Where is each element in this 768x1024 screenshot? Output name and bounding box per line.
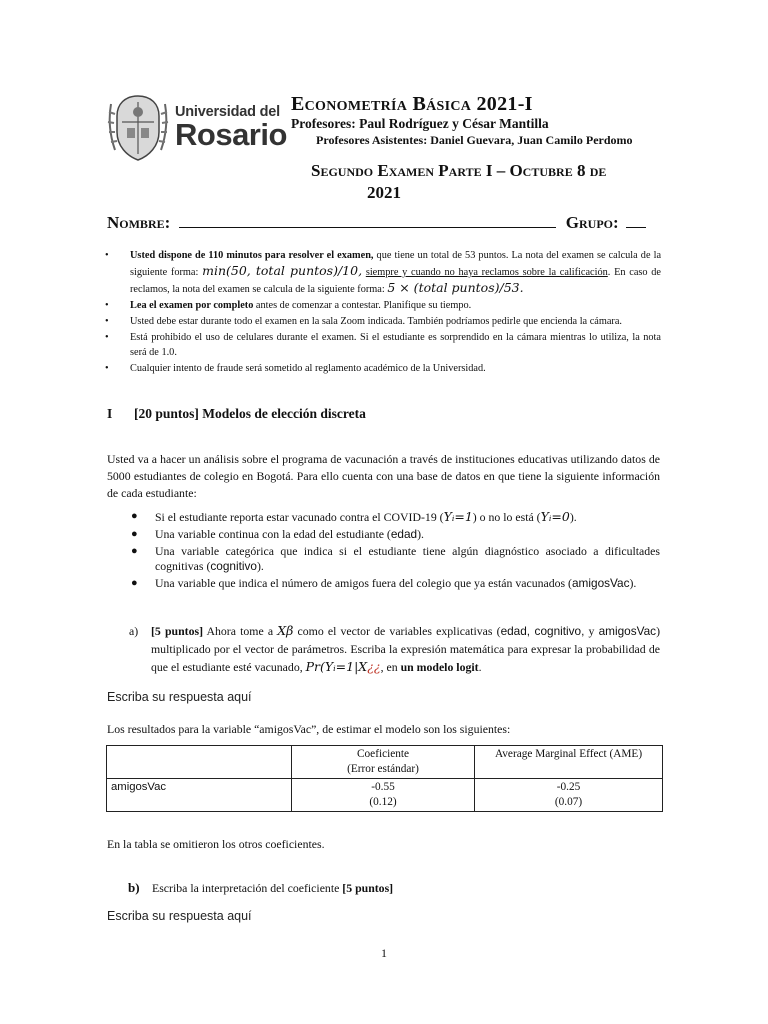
instruction-text: Está prohibido el uso de celulares durante el examen. Si el estudiante es sorprendido en la cámara mientras lo utiliza, la nota será de 1.0. <box>130 332 661 358</box>
variable-code: cognitivo <box>210 559 257 573</box>
instruction-item <box>105 314 661 329</box>
ame-value: -0.25 <box>556 781 581 793</box>
question-text: . <box>478 660 482 674</box>
coef-se-value: (0.12) <box>369 796 397 808</box>
question-b <box>128 880 393 896</box>
instruction-bold: Usted dispone de 110 minutos para resolver el examen, <box>130 250 374 261</box>
variable-text: Una variable continua con la edad del estudiante ( <box>155 527 391 541</box>
table-cell-ame <box>475 779 663 812</box>
bullet-icon: • <box>105 300 109 311</box>
question-b-text: Escriba la interpretación del coeficiente <box>152 881 343 895</box>
variable-item <box>131 509 660 525</box>
exam-title-line2: 2021 <box>367 183 401 202</box>
logo-wordmark <box>175 104 287 152</box>
question-bold: un modelo logit <box>400 660 479 674</box>
section-title: [20 puntos] Modelos de elección discreta <box>134 406 366 421</box>
coef-value: -0.55 <box>371 781 395 793</box>
bullet-icon: • <box>105 332 109 343</box>
table-header-coef-line1: Coeficiente <box>357 748 410 760</box>
group-label: Grupo: <box>565 213 619 232</box>
variable-text: ). <box>629 576 637 590</box>
variable-text: ). <box>569 510 577 524</box>
grade-formula-2: 5 × (total puntos)/53. <box>387 280 524 295</box>
name-group-row <box>107 213 667 233</box>
question-a-points: [5 puntos] <box>151 624 203 638</box>
question-code: edad, cognitivo, <box>500 624 585 638</box>
section-intro: Usted va a hacer un análisis sobre el programa de vacunación a través de instituciones educativas utilizando datos de 5000 estudiantes de colegio en Bogotá. Para ello cuenta con una base de datos en que tiene la siguiente información de cada estudiante: <box>107 452 660 500</box>
instruction-underlined: siempre y cuando no haya reclamos sobre la calificación <box>365 267 608 278</box>
table-header-row <box>107 746 663 779</box>
question-text: y <box>584 624 599 638</box>
question-text: Ahora tome a <box>203 624 278 638</box>
logo-main-text: Rosario <box>175 117 287 152</box>
variable-text: Si el estudiante reporta estar vacunado contra el COVID-19 ( <box>155 510 444 524</box>
question-math: Xβ <box>277 623 294 638</box>
variable-text: ). <box>417 527 424 541</box>
variable-item <box>131 527 660 542</box>
variables-list <box>131 509 660 593</box>
question-math-error: ¿¿ <box>367 659 381 674</box>
answer-placeholder-b[interactable]: Escriba su respuesta aquí <box>107 909 252 923</box>
name-blank-line[interactable] <box>179 213 556 228</box>
university-logo <box>105 92 287 162</box>
table-header-ame: Average Marginal Effect (AME) <box>475 746 663 779</box>
results-table <box>106 745 663 812</box>
variable-text: Una variable que indica el número de amigos fuera del colegio que ya están vacunados ( <box>155 576 572 590</box>
ame-se-value: (0.07) <box>554 796 583 808</box>
exam-title-line1: Segundo Examen Parte I – Octubre 8 de <box>311 161 607 180</box>
question-text: como el vector de variables explicativas ( <box>293 624 501 638</box>
variable-text: ). <box>256 559 264 573</box>
instruction-item <box>105 361 661 376</box>
grade-formula: min(50, total puntos)/10, <box>202 263 363 278</box>
instruction-text: que tiene un total de 53 puntos. La nota del examen se calcula de la siguiente forma: <box>130 250 662 278</box>
instructions-list <box>105 248 661 377</box>
table-header-coef <box>292 746 475 779</box>
question-b-points: [5 puntos] <box>342 881 394 895</box>
question-text: ) multiplicado por el vector de parámetros. Escriba la expresión matemática para expresar la probabilidad de que el estudiante esté vacunado, <box>151 624 661 674</box>
instruction-item <box>105 298 661 313</box>
instruction-text: Cualquier intento de fraude será sometido al reglamento académico de la Universidad. <box>130 363 486 374</box>
instruction-item <box>105 248 661 297</box>
exam-title <box>311 160 671 204</box>
bullet-icon: ● <box>131 545 138 557</box>
variable-text: Una variable categórica que indica si el estudiante tiene algún diagnóstico asociado a dificultades cognitivas ( <box>155 544 660 573</box>
table-row-label: amigosVac <box>107 779 292 812</box>
question-a <box>129 622 660 676</box>
question-code: amigosVac <box>598 624 657 638</box>
variable-code: edad <box>390 527 418 541</box>
instruction-bold: Lea el examen por completo <box>130 300 254 311</box>
variable-text: ) o no lo está ( <box>472 510 541 524</box>
question-a-body <box>129 622 660 676</box>
question-a-label: a) <box>129 624 139 638</box>
variable-item <box>131 544 660 574</box>
group-blank-line[interactable] <box>626 213 646 228</box>
page-number: 1 <box>381 946 387 960</box>
variable-math: Yᵢ=1 <box>443 509 473 524</box>
omitted-note: En la tabla se omitieron los otros coeficientes. <box>107 837 325 851</box>
question-b-label: b) <box>128 880 140 895</box>
table-row <box>107 779 663 812</box>
table-cell-coef <box>292 779 475 812</box>
bullet-icon: • <box>105 363 109 374</box>
results-intro: Los resultados para la variable “amigosVac”, de estimar el modelo son los siguientes: <box>107 722 511 736</box>
bullet-icon: ● <box>131 577 138 589</box>
section-heading <box>107 406 366 422</box>
question-math: Pr(Yᵢ=1|X <box>305 659 368 674</box>
section-number: I <box>107 406 113 421</box>
variable-math: Yᵢ=0 <box>540 509 570 524</box>
professors-line: Profesores: Paul Rodríguez y César Mantilla <box>291 116 549 131</box>
bullet-icon: ● <box>131 528 138 540</box>
table-header-empty <box>107 746 292 779</box>
assistants-line: Profesores Asistentes: Daniel Guevara, Juan Camilo Perdomo <box>316 133 633 147</box>
name-label: Nombre: <box>107 213 171 232</box>
table-header-coef-line2: (Error estándar) <box>347 763 419 775</box>
instruction-text-2: . En caso de reclamos, la nota del examen se calcula de la siguiente forma: <box>130 267 661 295</box>
variable-item <box>131 576 660 591</box>
instruction-text: antes de comenzar a contestar. Planifique su tiempo. <box>253 300 472 311</box>
answer-placeholder-a[interactable]: Escriba su respuesta aquí <box>107 690 252 704</box>
variable-code: amigosVac <box>572 576 630 590</box>
bullet-icon: ● <box>131 510 138 522</box>
instruction-text: Usted debe estar durante todo el examen en la sala Zoom indicada. También podríamos pedirle que encienda la cámara. <box>130 316 622 327</box>
course-title: Econometría Básica 2021-I <box>291 93 533 115</box>
bullet-icon: • <box>105 316 109 327</box>
instruction-item <box>105 330 661 360</box>
bullet-icon: • <box>105 250 109 261</box>
question-text: , en <box>380 660 401 674</box>
university-seal-icon <box>105 92 171 162</box>
logo-top-text: Universidad del <box>175 104 280 120</box>
